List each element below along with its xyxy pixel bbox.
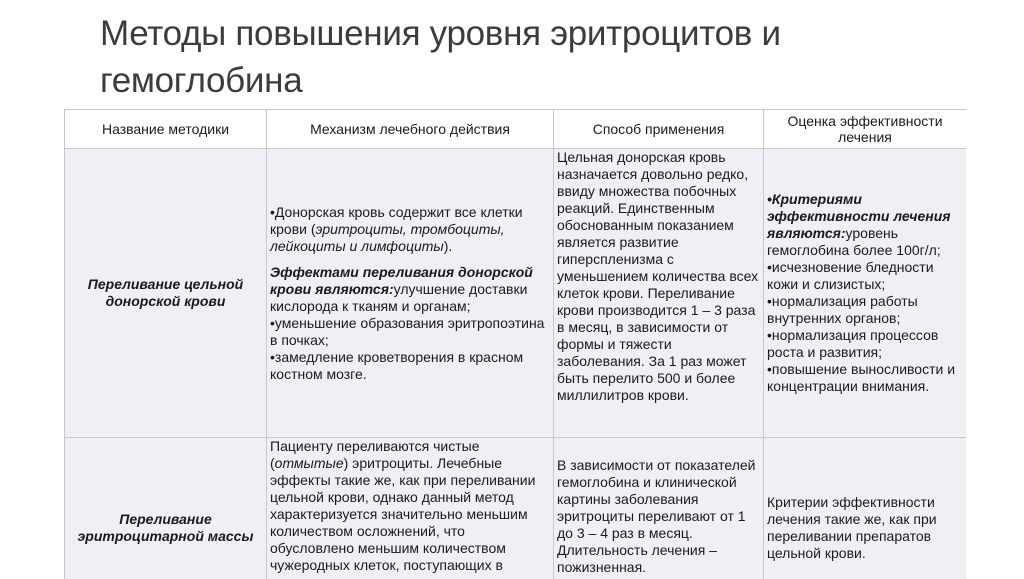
text-segment: •Донорская кровь содержит все клетки крови (	[270, 204, 523, 237]
text-segment-bold-italic: Эффектами переливания донорской крови являются:	[270, 264, 533, 297]
text-segment-bold-italic: •Критериями эффективности лечения являются:	[767, 191, 951, 241]
row-method-name: Переливание эритроцитарной массы	[65, 438, 267, 579]
mechanism-item: •уменьшение образования эритропоэтина в почках;	[270, 315, 550, 349]
text-segment: Пациенту переливаются чистые (	[270, 438, 480, 471]
evaluation-item: •нормализация работы внутренних органов;	[767, 293, 963, 327]
table-row	[65, 149, 967, 438]
row-evaluation	[764, 149, 967, 438]
text-segment-italic: отмытые	[275, 455, 344, 471]
row-application: Цельная донорская кровь назначается довольно редко, ввиду множества побочных реакций. Единственным обоснованным показанием является развитие гиперспленизма с уменьшением количества всех клеток крови. Переливание крови производится 1 – 3 раза в месяц, в зависимости от формы и тяжести заболевания. За 1 раз может быть перелито 500 и более миллилитров крови.	[554, 149, 764, 438]
header-method-name: Название методики	[65, 110, 267, 149]
header-mechanism: Механизм лечебного действия	[267, 110, 554, 149]
text-segment-italic: эритроциты, тромбоциты, лейкоциты и лимфоциты	[270, 221, 505, 254]
row-application: В зависимости от показателей гемоглобина и клинической картины заболевания эритроциты переливают от 1 до 3 – 4 раз в месяц. Длительность лечения – пожизненная.	[554, 438, 764, 579]
evaluation-item: •повышение выносливости и концентрации внимания.	[767, 361, 963, 395]
row-mechanism	[267, 438, 554, 579]
row-method-name: Переливание цельной донорской крови	[65, 149, 267, 438]
text-segment: уровень гемоглобина более 100г/л;	[767, 225, 941, 258]
methods-table	[64, 109, 966, 579]
evaluation-item: •нормализация процессов роста и развития;	[767, 327, 963, 361]
page-title: Методы повышения уровня эритроцитов и гемоглобина	[100, 10, 980, 104]
mechanism-text	[270, 204, 550, 255]
table-row	[65, 438, 967, 579]
mechanism-item: •замедление кроветворения в красном костном мозге.	[270, 349, 550, 383]
row-evaluation: Критерии эффективности лечения такие же, как при переливании препаратов цельной крови.	[764, 438, 967, 579]
evaluation-criteria	[767, 191, 963, 259]
text-segment: улучшение доставки кислорода к тканям и органам;	[270, 281, 527, 314]
row-mechanism	[267, 149, 554, 438]
text-segment: ).	[444, 238, 453, 254]
evaluation-item: •исчезновение бледности кожи и слизистых;	[767, 259, 963, 293]
header-evaluation: Оценка эффективности лечения	[764, 110, 967, 149]
table-header-row	[65, 110, 967, 149]
mechanism-effects	[270, 264, 550, 315]
header-application: Способ применения	[554, 110, 764, 149]
text-segment: ) эритроциты. Лечебные эффекты такие же, как при переливании цельной крови, однако данный метод характеризуется значительно меньшим количеством осложнений, что обусловлено меньшим количеством чужеродных клеток, поступающих в	[270, 455, 535, 573]
